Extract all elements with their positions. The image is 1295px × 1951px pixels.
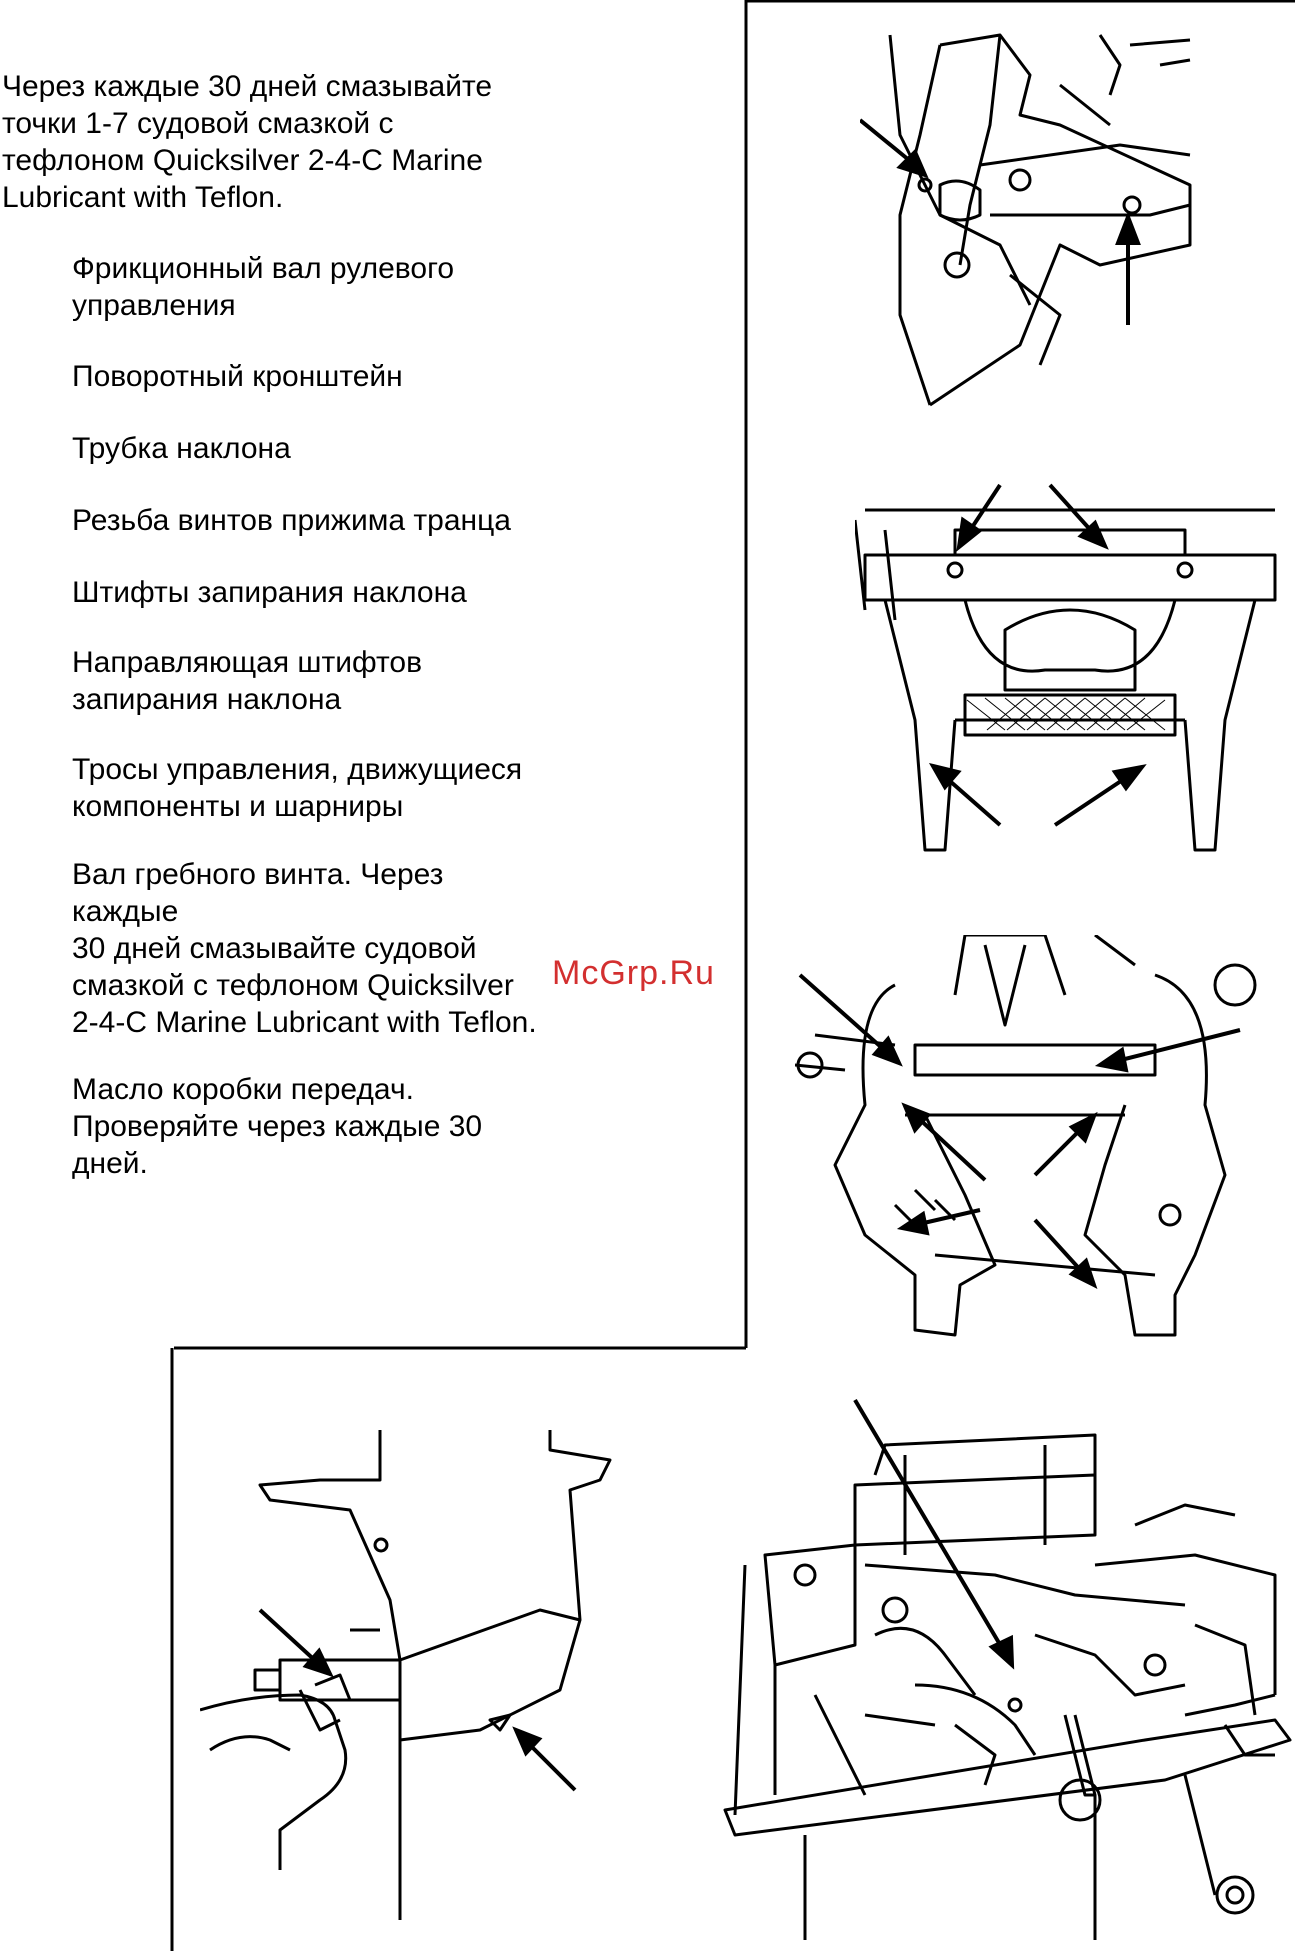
- list-item: Масло коробки передач. Проверяйте через каждые 30 дней.: [72, 1073, 483, 1180]
- list-item: Фрикционный вал рулевого управления: [72, 252, 455, 322]
- illustration-swivel-bracket: [855, 480, 1295, 860]
- illustration-propeller-shaft: [200, 1430, 640, 1920]
- illustration-steering-shaft: [860, 15, 1290, 415]
- illustration-control-cables: [715, 1395, 1295, 1940]
- list-item: Резьба винтов прижима транца: [72, 504, 511, 537]
- list-item: Вал гребного винта. Через каждые 30 дней смазывайте судовой смазкой с тефлоном Quicksilver 2-4-C Marine Lubricant with Teflon.: [72, 858, 537, 1039]
- list-item: Поворотный кронштейн: [72, 360, 403, 393]
- list-item: Трубка наклона: [72, 432, 291, 465]
- list-item: Штифты запирания наклона: [72, 576, 467, 609]
- list-item: Направляющая штифтов запирания наклона: [72, 646, 423, 716]
- list-item: Тросы управления, движущиеся компоненты и шарниры: [72, 753, 523, 823]
- intro-paragraph: Через каждые 30 дней смазывайте точки 1-7 судовой смазкой с тефлоном Quicksilver 2-4-C Marine Lubricant with Teflon.: [2, 70, 493, 214]
- watermark: McGrp.Ru: [552, 954, 715, 992]
- lubrication-points-list: [72, 250, 712, 1182]
- illustration-tilt-tube: [795, 935, 1295, 1375]
